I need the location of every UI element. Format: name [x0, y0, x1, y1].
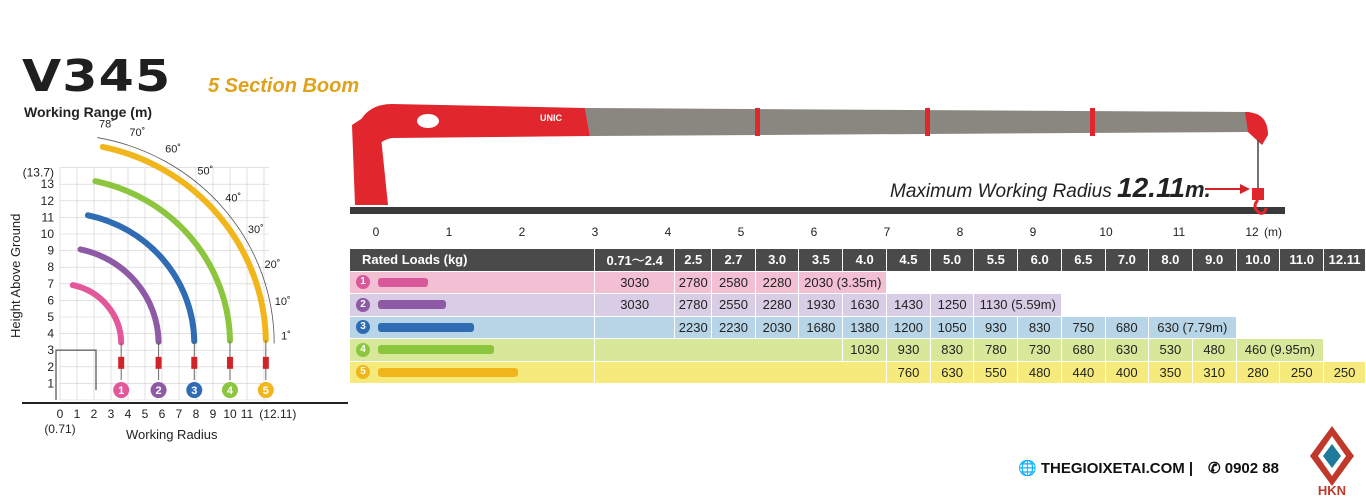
load-value: 2780 [675, 271, 712, 294]
section-badge: 4 [356, 343, 370, 357]
load-value: 750 [1062, 316, 1105, 339]
y-tick-label: 9 [47, 243, 54, 258]
load-value [594, 339, 842, 362]
crane-axis-tick: 11 [1172, 225, 1186, 239]
y-tick-label: 5 [47, 310, 54, 324]
empty-cell [930, 271, 974, 294]
x-tick-label: 2 [90, 407, 98, 421]
load-value: 2280 [755, 271, 799, 294]
hook-block [1252, 188, 1264, 200]
load-value: 310 [1192, 361, 1236, 384]
radius-column-header: 7.0 [1105, 249, 1148, 271]
section-indicator [350, 271, 594, 294]
x-tick-label: 7 [175, 407, 183, 421]
load-value: 440 [1062, 361, 1105, 384]
x-tick-label: 8 [192, 407, 200, 421]
globe-icon: 🌐 [1018, 460, 1037, 477]
crane-ground-line [350, 207, 1285, 214]
load-value: 1130 (5.59m) [974, 294, 1062, 317]
angle-label: 30˚ [247, 224, 264, 237]
load-value: 630 (7.79m) [1149, 316, 1237, 339]
radius-column-header: 3.0 [755, 249, 799, 271]
load-value: 2230 [675, 316, 712, 339]
crane-axis-tick: 8 [956, 225, 964, 239]
working-range-label: Working Range (m) [24, 104, 153, 120]
x-tick-label: 6 [158, 407, 166, 421]
phone-number[interactable] [1208, 459, 1302, 477]
crane-axis-tick: 4 [664, 225, 672, 239]
radius-column-header: 10.0 [1236, 249, 1280, 271]
load-value: 3030 [594, 271, 674, 294]
radius-column-header: 4.0 [843, 249, 887, 271]
load-value: 400 [1105, 361, 1148, 384]
boom-tip [1245, 112, 1268, 145]
load-value: 780 [974, 339, 1018, 362]
section-boom-icon [378, 368, 518, 377]
section-4-badge-label: 4 [226, 385, 234, 398]
x-tick-label: 0 [56, 407, 64, 421]
load-row-section-4 [350, 339, 1366, 362]
crane-axis-tick: 6 [810, 225, 818, 239]
empty-cell [1062, 271, 1105, 294]
radius-column-header: 9.0 [1192, 249, 1236, 271]
load-value: 2280 [755, 294, 799, 317]
load-value: 480 [1192, 339, 1236, 362]
angle-label: 10˚ [274, 296, 291, 309]
working-radius-label: Working Radius [126, 427, 218, 442]
load-value: 1630 [843, 294, 887, 317]
x-tick-label: (12.11) [259, 407, 297, 421]
website-text: THEGIOIXETAI.COM [1040, 460, 1185, 477]
empty-cell [1324, 294, 1366, 317]
empty-cell [1280, 316, 1324, 339]
section-boom-icon [378, 278, 428, 287]
section-badge: 5 [356, 365, 370, 379]
load-value: 1930 [799, 294, 843, 317]
rated-load-table [350, 249, 1366, 384]
max-radius-arrowhead [1240, 184, 1250, 194]
empty-cell [1236, 316, 1280, 339]
crane-axis-tick: 10 [1099, 225, 1113, 239]
load-value: 1680 [799, 316, 843, 339]
empty-cell [1324, 316, 1366, 339]
load-value: 1430 [887, 294, 931, 317]
boom-pivot-hole [417, 114, 439, 128]
load-value: 830 [1018, 316, 1062, 339]
section-badge: 1 [356, 275, 370, 289]
phone-text: 0902 88 [1224, 460, 1279, 477]
radius-column-header: 2.7 [712, 249, 756, 271]
y-tick-label: 8 [47, 260, 54, 275]
empty-cell [1149, 271, 1193, 294]
load-value: 630 [1105, 339, 1148, 362]
load-value: 630 [930, 361, 974, 384]
x-tick-label: 3 [107, 407, 115, 421]
angle-label: 50˚ [197, 165, 214, 178]
y-tick-label: 10 [40, 227, 54, 241]
load-value: 1050 [930, 316, 974, 339]
load-value: 2780 [675, 294, 712, 317]
y-tick-label: (13.7) [22, 165, 54, 180]
y-tick-label: 3 [47, 343, 54, 358]
angle-label: 40˚ [225, 192, 242, 205]
section-3-hook [191, 357, 197, 369]
section-indicator [350, 316, 594, 339]
brand-label: UNIC [540, 113, 562, 123]
section-1-hook [118, 357, 124, 369]
max-radius-prefix: Maximum Working Radius [890, 181, 1112, 202]
load-row-section-3 [350, 316, 1366, 339]
y-tick-label: 2 [47, 359, 54, 374]
radius-column-header: 11.0 [1280, 249, 1324, 271]
x-tick-label: 10 [223, 407, 237, 421]
max-radius-unit: m. [1185, 177, 1211, 202]
boom-telescopic-sections [585, 108, 1250, 136]
load-value: 3030 [594, 294, 674, 317]
empty-cell [1105, 294, 1148, 317]
empty-cell [1324, 271, 1366, 294]
radius-column-header: 12.11 [1324, 249, 1366, 271]
crane-axis-tick: 1 [445, 225, 453, 239]
load-row-section-2 [350, 294, 1366, 317]
load-value: 1250 [930, 294, 974, 317]
load-value: 280 [1236, 361, 1280, 384]
angle-label: 70˚ [129, 127, 146, 140]
section-indicator [350, 339, 594, 362]
angle-label: 20˚ [264, 259, 281, 272]
section-2-hook [156, 357, 162, 369]
empty-cell [1324, 339, 1366, 362]
section-boom-icon [378, 345, 494, 354]
load-value: 930 [974, 316, 1018, 339]
section-5-badge-label: 5 [262, 385, 269, 398]
empty-cell [1236, 294, 1280, 317]
crane-axis-tick: 12 [1245, 225, 1259, 239]
y-tick-label: 12 [40, 193, 54, 208]
boom-subtitle: 5 Section Boom [208, 75, 360, 97]
crane-axis-tick: 2 [518, 225, 526, 239]
crane-axis-tick: 5 [737, 225, 745, 239]
height-above-ground-label: Height Above Ground [8, 213, 23, 338]
load-row-section-5 [350, 361, 1366, 384]
empty-cell [1149, 294, 1193, 317]
x-tick-label: 11 [240, 407, 254, 421]
load-value: 250 [1280, 361, 1324, 384]
load-value: 350 [1149, 361, 1193, 384]
load-value: 2030 (3.35m) [799, 271, 887, 294]
load-table-header-label: Rated Loads (kg) [350, 249, 594, 271]
crane-axis-tick: 7 [883, 225, 891, 239]
load-value: 550 [974, 361, 1018, 384]
empty-cell [1280, 294, 1324, 317]
x-sub-tick-label: (0.71) [44, 422, 76, 436]
section-4-hook [227, 357, 233, 369]
section-1-arc [73, 285, 121, 342]
radius-column-header: 0.71～2.4 [594, 249, 674, 271]
x-tick-label: 1 [73, 407, 81, 421]
load-value: 830 [930, 339, 974, 362]
load-value: 730 [1018, 339, 1062, 362]
crane-axis-tick: 9 [1029, 225, 1037, 239]
load-value: 2550 [712, 294, 756, 317]
y-tick-label: 13 [40, 177, 54, 192]
boom-joint-3 [1090, 108, 1095, 136]
logo-text: HKN [1317, 483, 1347, 498]
section-2-badge-label: 2 [155, 385, 162, 398]
load-value: 1380 [843, 316, 887, 339]
angle-label: 1˚ [281, 330, 291, 343]
y-tick-label: 4 [47, 326, 54, 341]
radius-column-header: 8.0 [1149, 249, 1193, 271]
section-badge: 3 [356, 320, 370, 334]
y-tick-label: 11 [41, 210, 54, 225]
empty-cell [1280, 271, 1324, 294]
load-value: 930 [887, 339, 931, 362]
boom-joint-1 [755, 108, 760, 136]
load-value: 530 [1149, 339, 1193, 362]
empty-cell [1018, 271, 1062, 294]
boom-base-section [362, 104, 590, 152]
load-value: 460 (9.95m) [1236, 339, 1324, 362]
radius-column-header: 5.0 [930, 249, 974, 271]
load-value: 2580 [712, 271, 756, 294]
crane-axis-tick: 0 [372, 225, 380, 239]
empty-cell [974, 271, 1018, 294]
y-tick-label: 6 [47, 293, 54, 308]
section-1-badge-label: 1 [118, 385, 125, 398]
empty-cell [1236, 271, 1280, 294]
load-value: 680 [1062, 339, 1105, 362]
radius-column-header: 3.5 [799, 249, 843, 271]
x-tick-label: 4 [124, 407, 132, 421]
section-5-hook [263, 357, 269, 369]
angle-label: 60˚ [165, 143, 182, 156]
radius-column-header: 5.5 [974, 249, 1018, 271]
load-value: 1030 [843, 339, 887, 362]
radius-column-header: 4.5 [887, 249, 931, 271]
radius-column-header: 6.5 [1062, 249, 1105, 271]
load-value: 680 [1105, 316, 1148, 339]
max-radius-value: 12.11 [1117, 172, 1186, 203]
y-tick-label: 7 [47, 276, 54, 291]
phone-icon: ✆ [1208, 460, 1221, 477]
empty-cell [1192, 294, 1236, 317]
section-indicator [350, 361, 594, 384]
y-tick-label: 1 [47, 376, 54, 391]
empty-cell [1105, 271, 1148, 294]
empty-cell [1192, 271, 1236, 294]
max-working-radius [890, 172, 1211, 204]
x-tick-label: 9 [209, 407, 217, 421]
section-3-badge-label: 3 [191, 385, 198, 398]
load-value [594, 316, 674, 339]
x-tick-label: 5 [141, 407, 149, 421]
crane-axis-tick: 3 [591, 225, 599, 239]
load-value: 250 [1324, 361, 1366, 384]
boom-joint-2 [925, 108, 930, 136]
angle-label: 78˚ [99, 118, 115, 131]
load-value: 2030 [755, 316, 799, 339]
section-badge: 2 [356, 298, 370, 312]
section-indicator [350, 294, 594, 317]
load-value: 760 [887, 361, 931, 384]
load-row-section-1 [350, 271, 1366, 294]
website-link[interactable]: 🌐 THEGIOIXETAI.COM | [1018, 460, 1194, 477]
model-title: V345 [22, 51, 172, 102]
crane-axis-unit: (m) [1264, 225, 1282, 239]
empty-cell [887, 271, 931, 294]
radius-column-header: 2.5 [675, 249, 712, 271]
empty-cell [1062, 294, 1105, 317]
crane-body-outline [56, 350, 96, 400]
radius-column-header: 6.0 [1018, 249, 1062, 271]
load-table-header [350, 249, 1366, 271]
load-value: 480 [1018, 361, 1062, 384]
section-boom-icon [378, 323, 474, 332]
load-value: 1200 [887, 316, 931, 339]
section-boom-icon [378, 300, 446, 309]
load-value: 2230 [712, 316, 756, 339]
load-value [594, 361, 886, 384]
